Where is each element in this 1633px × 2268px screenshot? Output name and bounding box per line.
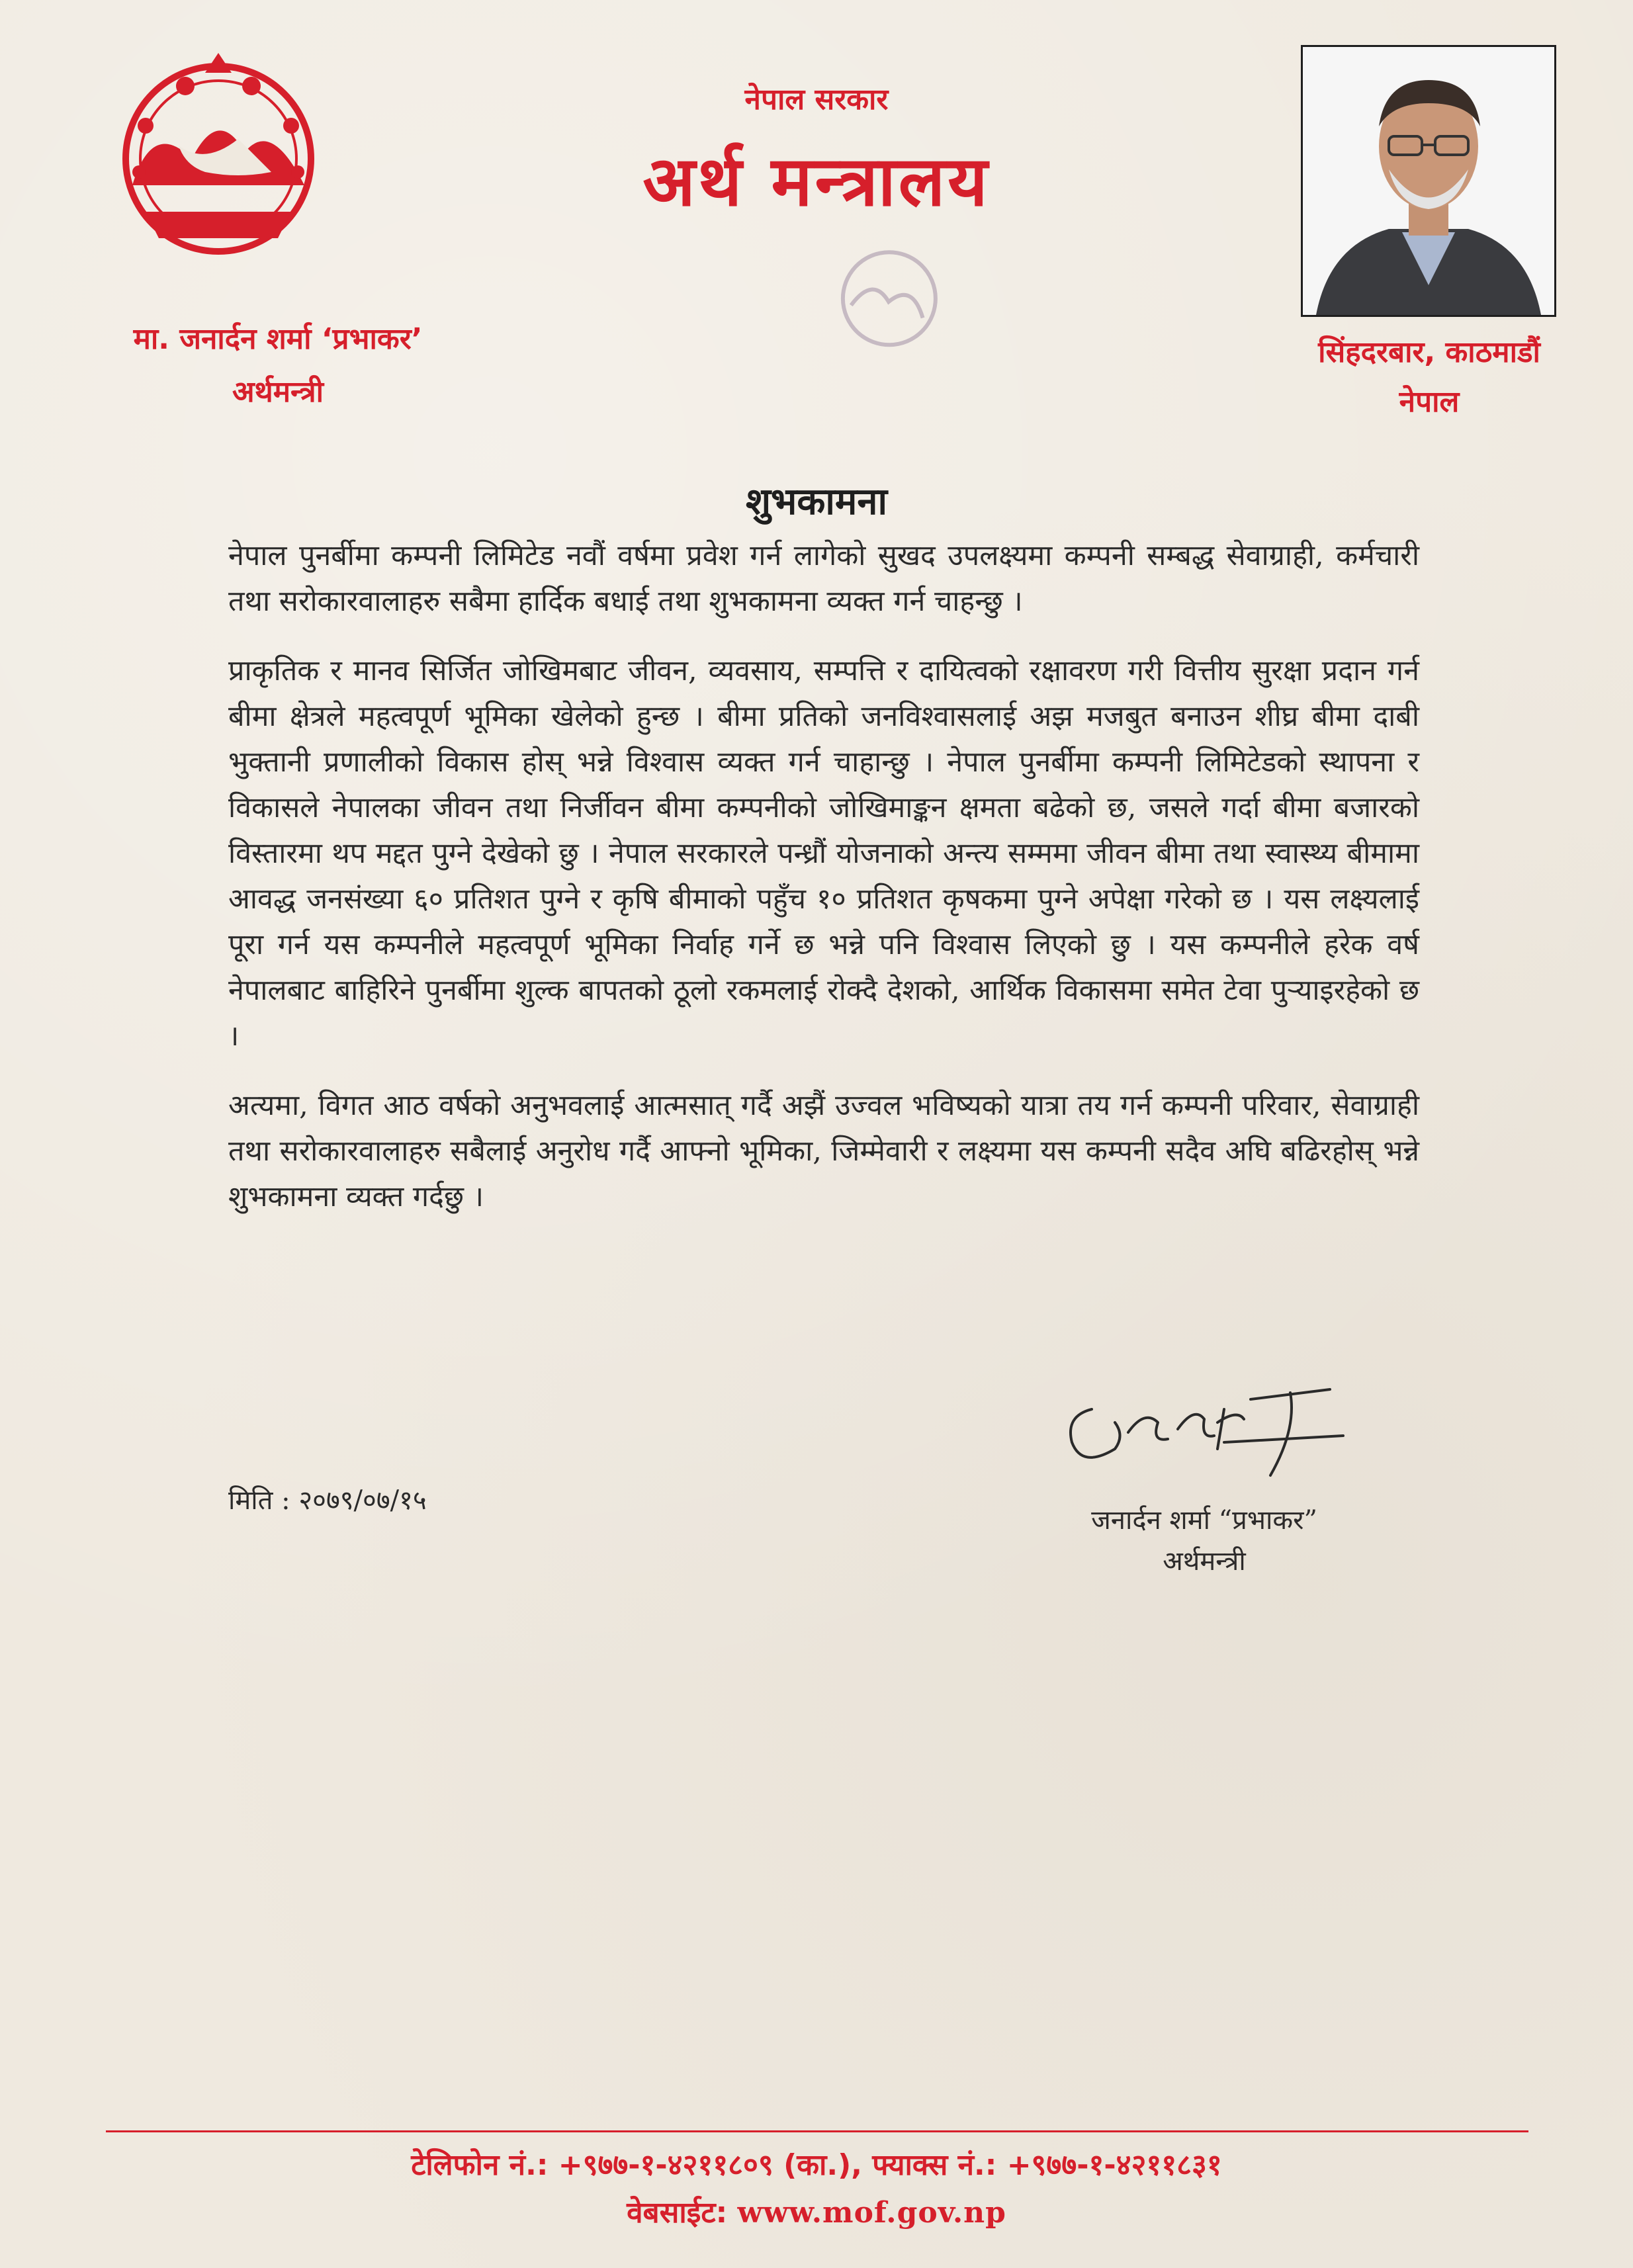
website-link[interactable]: www.mof.gov.np (737, 2196, 1006, 2230)
address-line-2: नेपाल (1399, 385, 1460, 419)
letter-heading: शुभकामना (745, 480, 888, 523)
paragraph-3: अत्यमा, विगत आठ वर्षको अनुभवलाई आत्मसात् गर्दै अझैं उज्वल भविष्यको यात्रा तय गर्न कम्पनी परिवार, सेवाग्राही तथा सरोकारवालाहरु सबैलाई अनुरोध गर्दै आफ्नो भूमिका, जिम्मेवारी र लक्ष्यमा यस कम्पनी सदैव अघि बढिरहोस् भन्ने शुभकामना व्यक्त गर्दछु । (228, 1089, 1419, 1213)
paragraph-2: प्राकृतिक र मानव सिर्जित जोखिमबाट जीवन, व्यवसाय, सम्पत्ति र दायित्वको रक्षावरण गरी वित्तीय सुरक्षा प्रदान गर्न बीमा क्षेत्रले महत्वपूर्ण भूमिका खेलेको हुन्छ । बीमा प्रतिको जनविश्वासलाई अझ मजबुत बनाउन शीघ्र बीमा दाबी भुक्तानी प्रणालीको विकास होस् भन्ने विश्वास व्यक्त गर्न चाहान्छु । नेपाल पुनर्बीमा कम्पनी लिमिटेडको स्थापना र विकासले नेपालका जीवन तथा निर्जीवन बीमा कम्पनीको जोखिमाङ्कन क्षमता बढेको छ, जसले गर्दा बीमा बजारको विस्तारमा थप मद्दत पुग्ने देखेको छु । नेपाल सरकारले पन्ध्रौं योजनाको अन्त्य सम्ममा जीवन बीमा तथा स्वास्थ्य बीमामा आवद्ध जनसंख्या ६० प्रतिशत पुग्ने र कृषि बीमाको पहुँच १० प्रतिशत कृषकमा पुग्ने अपेक्षा गरेको छ । यस लक्ष्यलाई पूरा गर्न यस कम्पनीले महत्वपूर्ण भूमिका निर्वाह गर्ने छ भन्ने पनि विश्वास लिएको छु । यस कम्पनीले हरेक वर्ष नेपालबाट बाहिरिने पुनर्बीमा शुल्क बापतको ठूलो रकमलाई रोक्दै देशको, आर्थिक विकासमा समेत टेवा पुऱ्याइरहेको छ । (228, 654, 1419, 1053)
footer-contact: टेलिफोन नं.: +९७७-१-४२११८०९ (का.), फ्याक्स नं.: +९७७-१-४२११८३१ (411, 2148, 1222, 2182)
address-line-1: सिंहदरबार, काठमाडौं (1318, 335, 1540, 369)
minister-title: अर्थमन्त्री (232, 375, 324, 409)
ministry-name: अर्थ मन्त्रालय (642, 141, 991, 222)
signature (1052, 1370, 1356, 1482)
signatory-name: जनार्दन शर्मा “प्रभाकर” (1091, 1505, 1317, 1536)
footer-website (0, 2191, 1633, 2231)
letter-date: मिति : २०७९/०७/१५ (228, 1485, 427, 1516)
government-name: नेपाल सरकार (744, 83, 889, 116)
minister-name: मा. जनार्दन शर्मा ‘प्रभाकर’ (133, 322, 423, 356)
footer-divider (106, 2130, 1528, 2132)
paragraph-1: नेपाल पुनर्बीमा कम्पनी लिमिटेड नवौं वर्षमा प्रवेश गर्न लागेको सुखद उपलक्ष्यमा कम्पनी सम्बद्ध सेवाग्राही, कर्मचारी तथा सरोकारवालाहरु सबैमा हार्दिक बधाई तथा शुभकामना व्यक्त गर्न चाहन्छु । (228, 539, 1419, 618)
signatory-title: अर्थमन्त्री (1163, 1546, 1246, 1577)
ministry-stamp-icon (750, 220, 1010, 481)
minister-photo (1301, 45, 1556, 317)
letter-body (228, 533, 1419, 1244)
website-label: वेबसाईट: (627, 2196, 728, 2230)
